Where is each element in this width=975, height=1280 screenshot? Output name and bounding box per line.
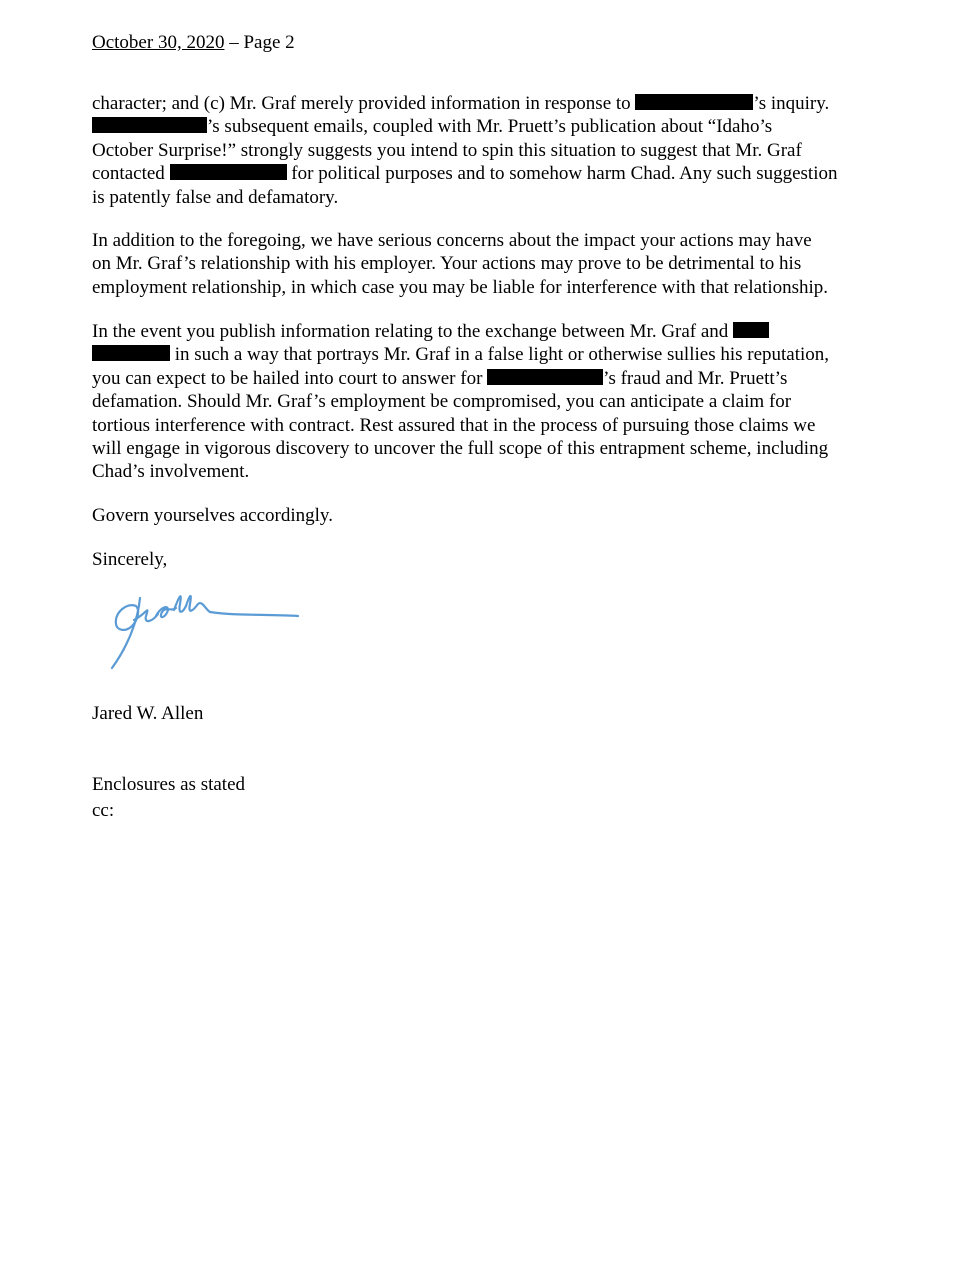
paragraph-line: In addition to the foregoing, we have serious concerns about the impact your actions may have: [92, 230, 812, 251]
text-segment: ’s fraud and Mr. Pruett’s: [603, 367, 788, 389]
cc-line: cc:: [92, 800, 115, 821]
page-header: [92, 31, 295, 54]
text-segment: ’s inquiry.: [753, 93, 830, 114]
redaction-bar: [635, 94, 753, 110]
text-segment: for political purposes and to somehow harm Chad. Any such suggestion: [286, 163, 838, 185]
text-segment: contacted: [92, 163, 170, 185]
paragraph-2: [92, 229, 892, 299]
paragraph-line: is patently false and defamatory.: [92, 186, 339, 208]
paragraph-line: [92, 367, 892, 390]
redaction-bar: [733, 322, 769, 338]
page-number: – Page 2: [224, 32, 295, 53]
paragraph-line: [92, 162, 892, 185]
valediction: Sincerely,: [92, 549, 168, 570]
paragraph-1: [92, 92, 892, 209]
paragraph-line: tortious interference with contract. Rest assured that in the process of pursuing those claims we: [92, 414, 816, 436]
paragraph-line: [92, 343, 892, 366]
signatory-name: Jared W. Allen: [92, 703, 204, 724]
closing-statement: Govern yourselves accordingly.: [92, 505, 333, 526]
paragraph-line: Chad’s involvement.: [92, 461, 250, 483]
text-segment: character; and (c) Mr. Graf merely provided information in response to: [92, 93, 636, 114]
paragraph-line: on Mr. Graf’s relationship with his employer. Your actions may prove to be detrimental to his: [92, 253, 802, 275]
paragraph-line: October Surprise!” strongly suggests you intend to spin this situation to suggest that Mr. Graf: [92, 139, 802, 161]
redaction-bar: [92, 117, 207, 133]
letter-date: October 30, 2020: [92, 32, 225, 53]
text-segment: In the event you publish information relating to the exchange between Mr. Graf and: [92, 321, 734, 342]
redaction-bar: [487, 369, 603, 385]
redaction-bar: [92, 345, 170, 361]
paragraph-line: [92, 115, 892, 138]
text-segment: in such a way that portrays Mr. Graf in a false light or otherwise sullies his reputation,: [170, 344, 830, 366]
paragraph-line: employment relationship, in which case you may be liable for interference with that relationship.: [92, 276, 829, 298]
paragraph-line: will engage in vigorous discovery to uncover the full scope of this entrapment scheme, including: [92, 438, 829, 460]
enclosures-note: Enclosures as stated: [92, 774, 246, 795]
paragraph-line: [92, 92, 892, 115]
text-segment: ’s subsequent emails, coupled with Mr. Pruett’s publication about “Idaho’s: [207, 116, 773, 138]
paragraph-line: [92, 320, 892, 343]
paragraph-line: defamation. Should Mr. Graf’s employment be compromised, you can anticipate a claim for: [92, 391, 792, 413]
text-segment: you can expect to be hailed into court to answer for: [92, 367, 488, 389]
handwritten-signature: [106, 590, 306, 674]
paragraph-3: [92, 320, 892, 484]
redaction-bar: [170, 164, 287, 180]
